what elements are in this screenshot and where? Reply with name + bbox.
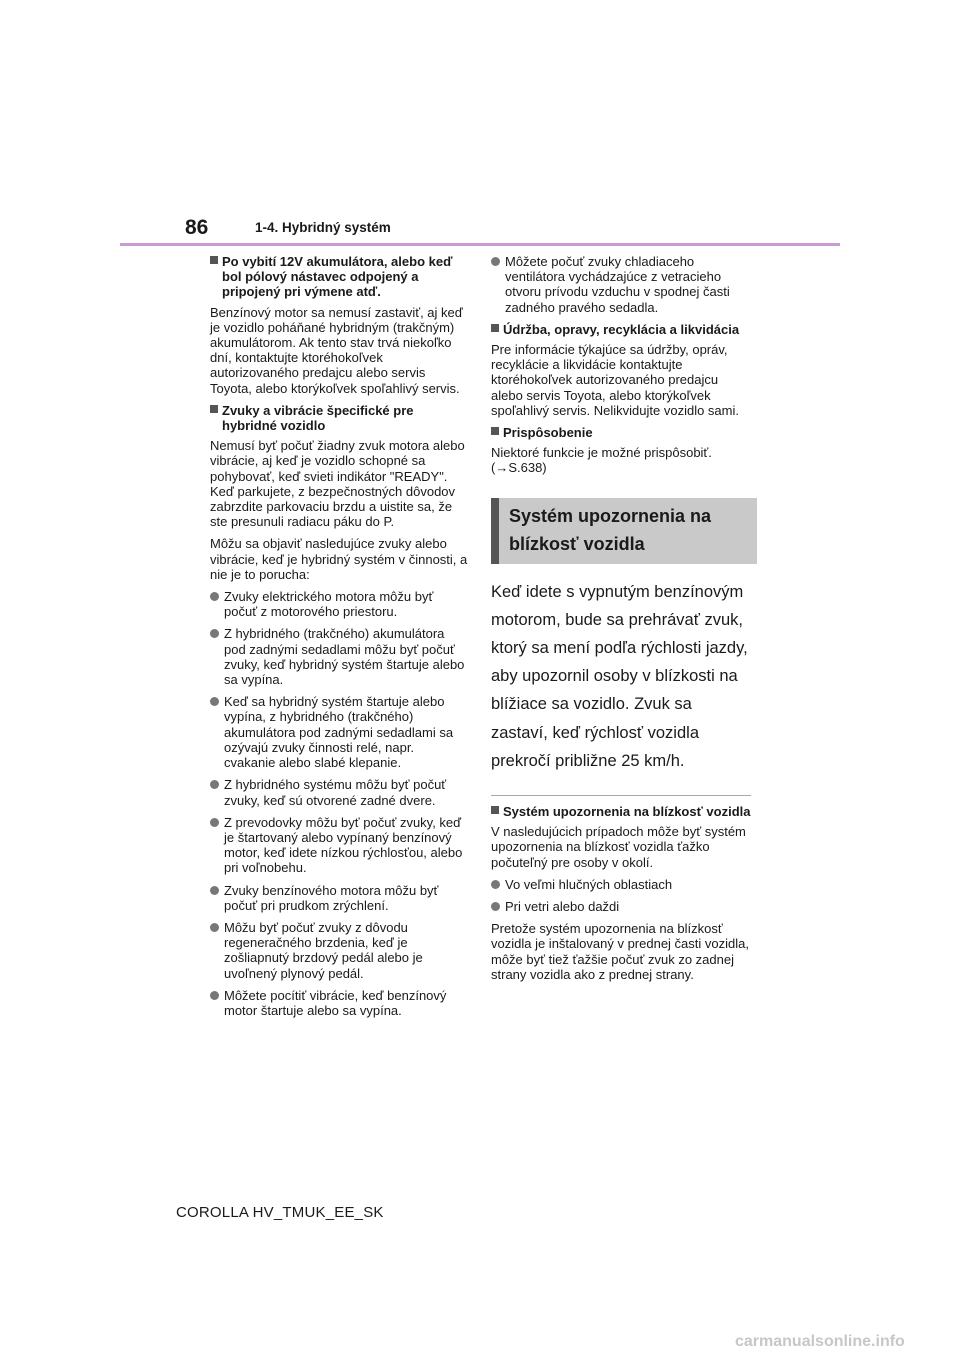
circle-bullet-icon <box>210 694 224 770</box>
list-item <box>491 899 751 914</box>
square-bullet-icon <box>491 425 503 440</box>
watermark: carmanualsonline.info <box>735 1333 905 1350</box>
list-item <box>491 877 751 892</box>
list-item <box>210 815 468 876</box>
list-item-text: Pri vetri alebo daždi <box>505 899 620 915</box>
list-item-text: Keď sa hybridný systém štartuje alebo vypína, z hybridného (trakčného) akumulátora pod zadnými sedadlami sa ozývajú zvuky činnosti relé, napr. cvakanie alebo slabé klepanie. <box>224 694 454 771</box>
list-item-text: Z prevodovky môžu byť počuť zvuky, keď je štartovaný alebo vypínaný benzínový motor, keď idete nízkou rýchlosťou, alebo pri voľnobehu. <box>224 814 463 876</box>
square-bullet-icon <box>491 322 503 337</box>
circle-bullet-icon <box>210 920 224 981</box>
paragraph: Môžu sa objaviť nasledujúce zvuky alebo vibrácie, keď je hybridný systém v činnosti, a nie je to porucha: <box>210 536 468 582</box>
list-item-text: Vo veľmi hlučných oblastiach <box>505 876 673 892</box>
paragraph: Pretože systém upozornenia na blízkosť vozidla je inštalovaný v prednej časti vozidla, môže byť tiež ťažšie počuť zvuk zo zadnej strany vozidla ako z prednej strany. <box>491 921 749 982</box>
subheading-text: Zvuky a vibrácie špecifické pre hybridné vozidlo <box>222 402 414 434</box>
list-item <box>210 920 468 981</box>
subheading-text: Údržba, opravy, recyklácia a likvidácia <box>503 321 740 337</box>
page-number: 86 <box>185 216 209 239</box>
subheading <box>491 425 751 440</box>
list-item <box>210 626 468 687</box>
square-bullet-icon <box>491 804 503 819</box>
list-item-text: Z hybridného (trakčného) akumulátora pod zadnými sedadlami môžu byť počuť zvuky, keď hybridný systém štartuje alebo sa vypína. <box>224 626 465 688</box>
left-column <box>210 254 468 1025</box>
list-item-text: Zvuky elektrického motora môžu byť počuť z motorového priestoru. <box>224 589 434 620</box>
section-title: 1-4. Hybridný systém <box>255 220 391 235</box>
intro-paragraph: Keď idete s vypnutým benzínovým motorom, bude sa prehrávať zvuk, ktorý sa mení podľa rýchlosti jazdy, aby upozornil osoby v blízkosti na blížiace sa vozidlo. Zvuk sa zastaví, keď rýchlosť vozidla prekročí približne 25 km/h. <box>491 582 748 770</box>
subheading-text: Prispôsobenie <box>503 425 593 441</box>
list-item-text: Môžu byť počuť zvuky z dôvodu regeneračného brzdenia, keď je zošliapnutý brzdový pedál alebo je uvoľnený plynový pedál. <box>224 919 423 981</box>
paragraph: V nasledujúcich prípadoch môže byť systém upozornenia na blízkosť vozidla ťažko počuteľný pre osoby v okolí. <box>491 824 746 870</box>
square-bullet-icon <box>210 254 222 300</box>
list-item <box>210 883 468 913</box>
square-bullet-icon <box>210 403 222 433</box>
header-divider <box>120 243 840 246</box>
circle-bullet-icon <box>210 815 224 876</box>
footer-model-code: COROLLA HV_TMUK_EE_SK <box>176 1204 384 1221</box>
subheading <box>491 804 751 819</box>
circle-bullet-icon <box>491 899 505 914</box>
right-column <box>491 254 751 989</box>
circle-bullet-icon <box>491 254 505 315</box>
paragraph: Pre informácie týkajúce sa údržby, opráv, recyklácie a likvidácie kontaktujte ktoréhokoľvek autorizovaného predajcu alebo servis Toyota, alebo ktorýkoľvek spoľahlivý servis. Nelikvidujte vozidlo sami. <box>491 342 739 418</box>
paragraph: Niektoré funkcie je možné prispôsobiť. (→S.638) <box>491 445 712 476</box>
list-item <box>210 694 468 770</box>
circle-bullet-icon <box>210 988 224 1018</box>
paragraph: Benzínový motor sa nemusí zastaviť, aj keď je vozidlo poháňané hybridným (trakčným) akumulátorom. Ak tento stav trvá niekoľko dní, kontaktujte ktoréhokoľvek autorizovaného predajcu alebo servis Toyota, alebo ktorýkoľvek spoľahlivý servis. <box>210 304 463 396</box>
list-item-text: Z hybridného systému môžu byť počuť zvuky, keď sú otvorené zadné dvere. <box>224 777 447 808</box>
list-item-text: Môžete pocítiť vibrácie, keď benzínový motor štartuje alebo sa vypína. <box>224 987 447 1018</box>
list-item <box>491 254 751 315</box>
list-item <box>210 988 468 1018</box>
list-item-text: Môžete počuť zvuky chladiaceho ventilátora vychádzajúce z vetracieho otvoru prívodu vzduchu v spodnej časti zadného pravého sedadla. <box>505 254 730 315</box>
subheading <box>210 254 468 300</box>
paragraph: Nemusí byť počuť žiadny zvuk motora alebo vibrácie, aj keď je vozidlo schopné sa pohybovať, keď svieti indikátor "READY". Keď parkujete, z bezpečnostných dôvodov zabrzdite parkovaciu brzdu a uistite sa, že ste presunuli radiacu páku do P. <box>210 438 465 530</box>
circle-bullet-icon <box>210 883 224 913</box>
subheading-text: Systém upozornenia na blízkosť vozidla <box>503 804 751 820</box>
list-item <box>210 589 468 619</box>
subheading <box>491 322 751 337</box>
list-item <box>210 777 468 807</box>
divider <box>491 795 751 796</box>
list-item-text: Zvuky benzínového motora môžu byť počuť pri prudkom zrýchlení. <box>224 882 439 913</box>
circle-bullet-icon <box>210 777 224 807</box>
subheading <box>210 403 468 433</box>
section-title-box: Systém upozornenia na blízkosť vozidla <box>491 498 757 564</box>
circle-bullet-icon <box>210 589 224 619</box>
circle-bullet-icon <box>210 626 224 687</box>
subheading-text: Po vybití 12V akumulátora, alebo keď bol pólový nástavec odpojený a pripojený pri výmene atď. <box>222 254 453 300</box>
circle-bullet-icon <box>491 877 505 892</box>
